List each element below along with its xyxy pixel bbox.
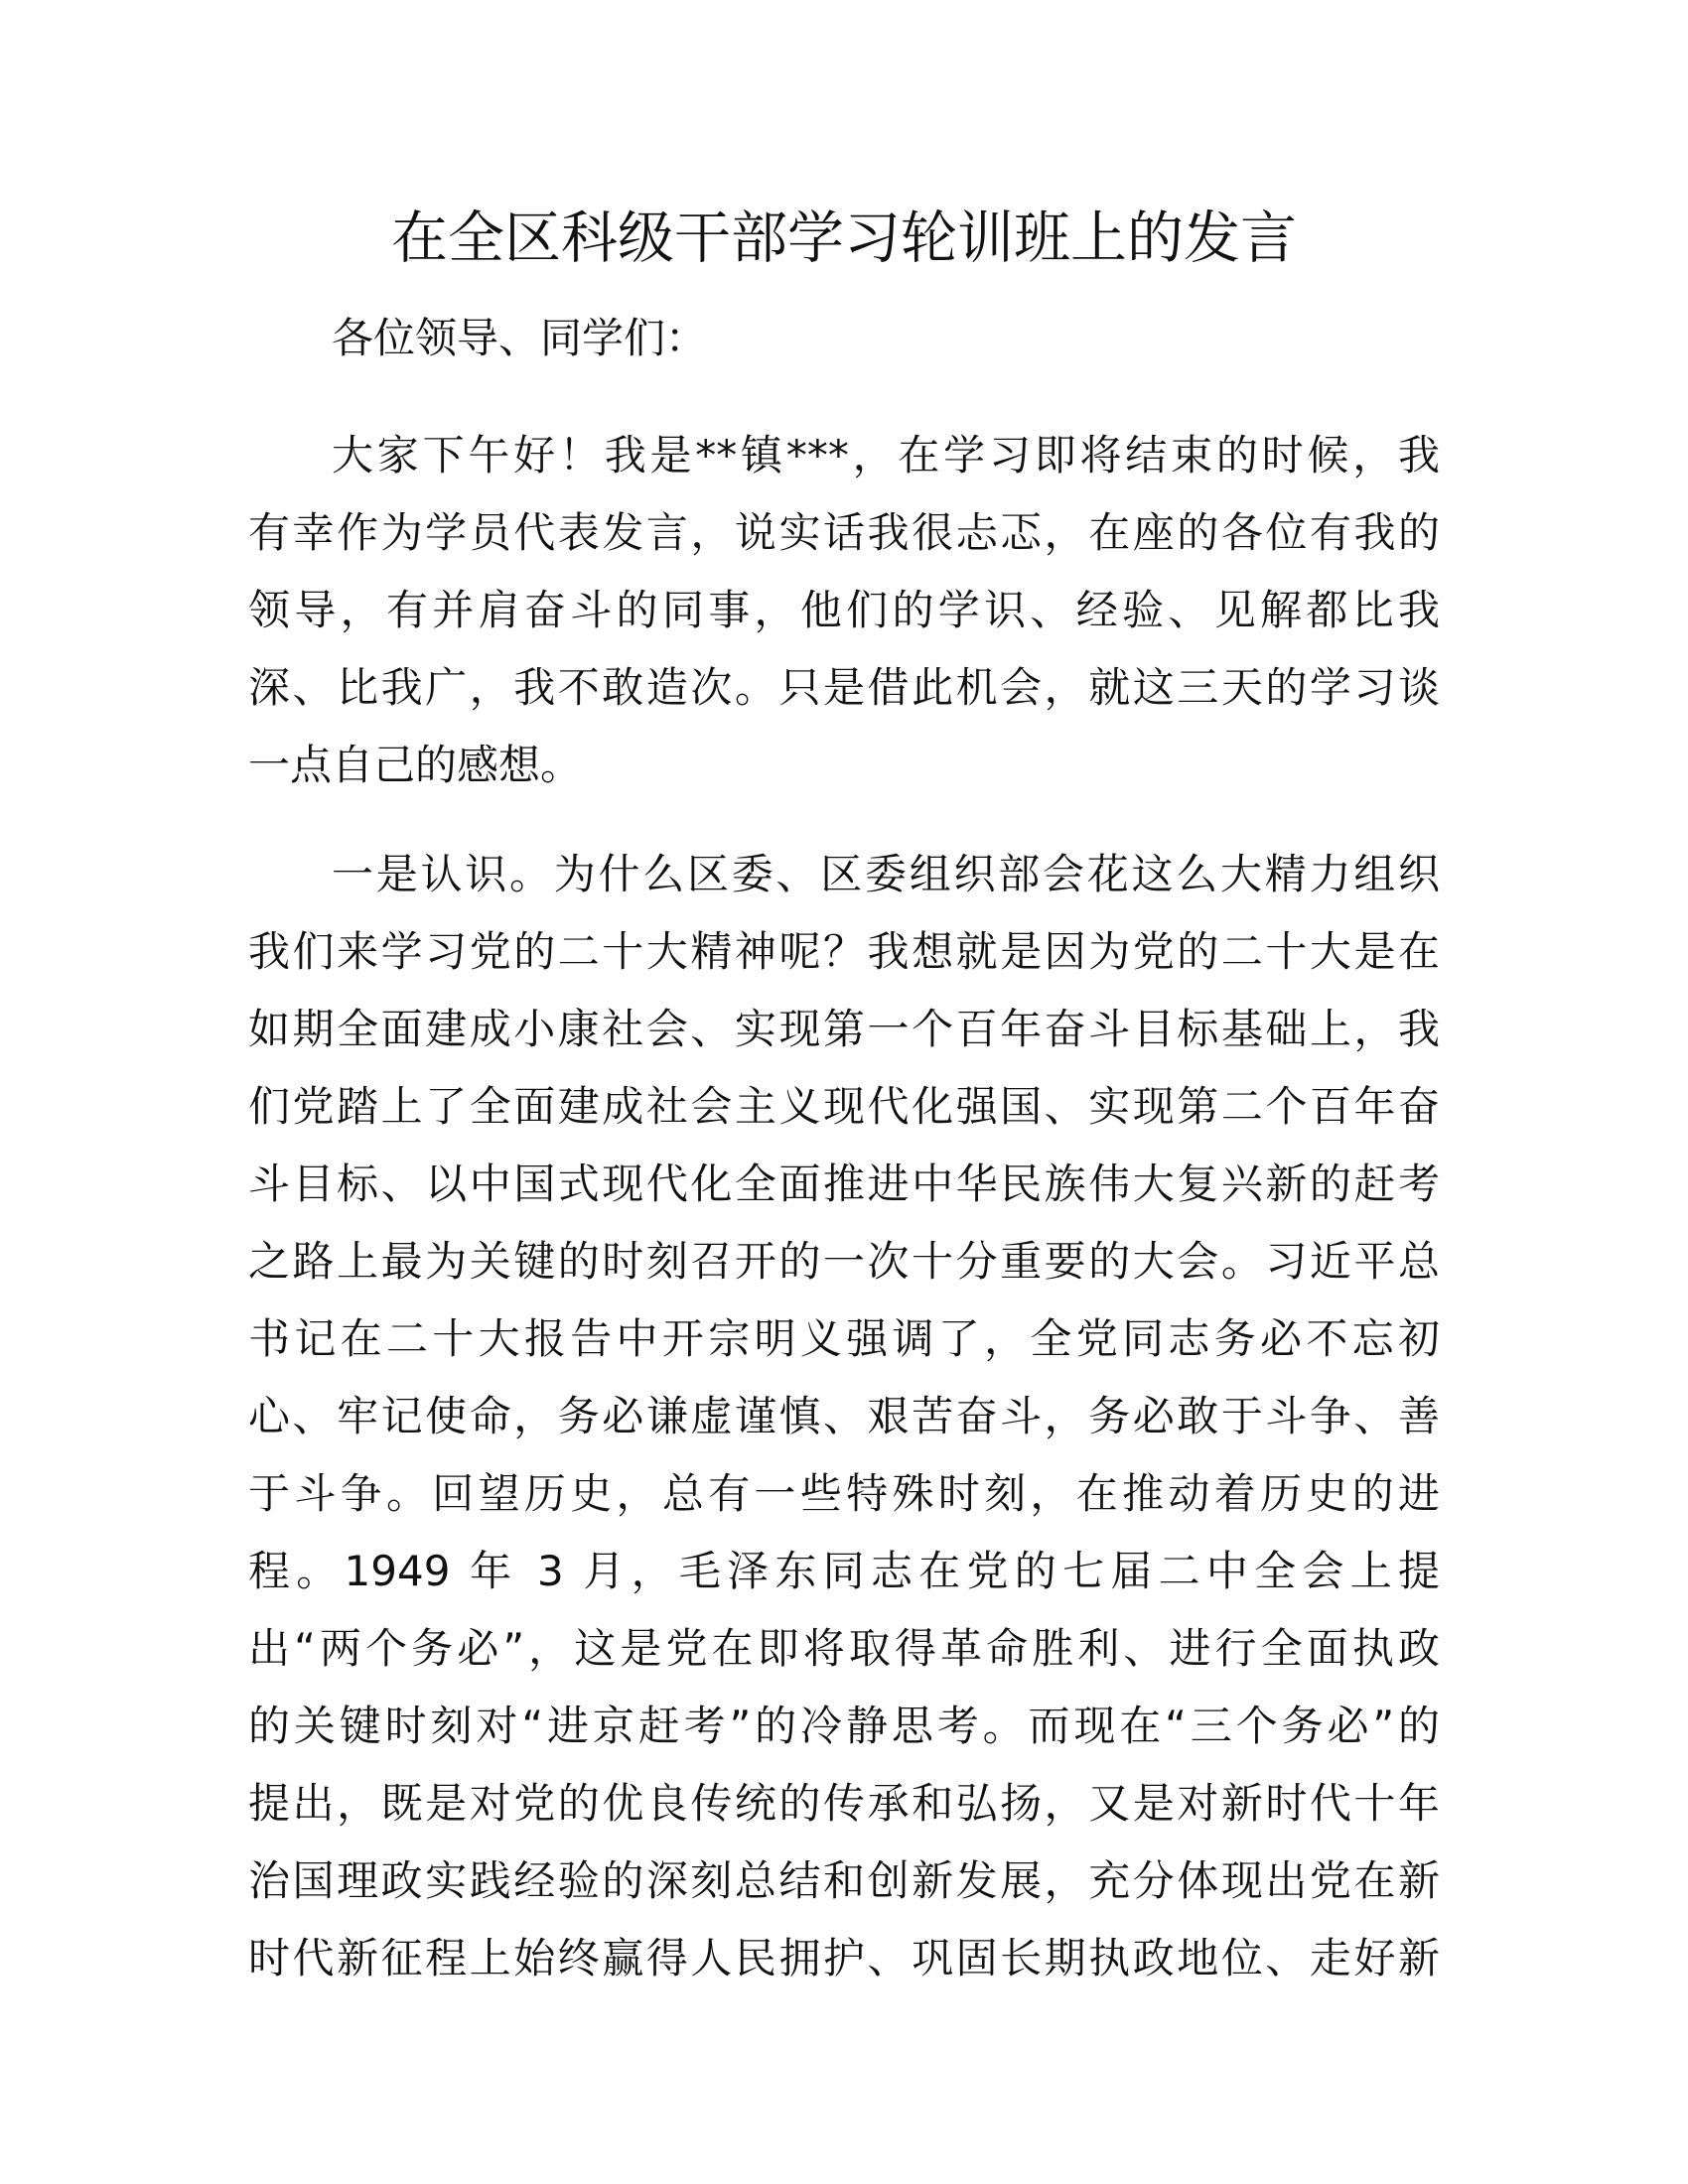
- paragraph-1-line: 大家下午好！我是**镇***，在学习即将结束的时候，我: [332, 431, 1440, 479]
- paragraph-1-line: 领导，有并肩奋斗的同事，他们的学识、经验、见解都比我: [248, 586, 1440, 634]
- paragraph-2-line: 程。1949 年 3 月，毛泽东同志在党的七届二中全会上提: [248, 1547, 1440, 1595]
- paragraph-2-line: 一是认识。为什么区委、区委组织部会花这么大精力组织: [332, 850, 1440, 898]
- paragraph-2-line: 出“两个务必”，这是党在即将取得革命胜利、进行全面执政: [248, 1624, 1440, 1673]
- salutation: 各位领导、同学们：: [332, 314, 708, 362]
- document-title: 在全区科级干部学习轮训班上的发言: [391, 205, 1297, 271]
- paragraph-1-line: 一点自己的感想。: [248, 741, 583, 789]
- paragraph-1-line: 深、比我广，我不敢造次。只是借此机会，就这三天的学习谈: [248, 663, 1440, 712]
- paragraph-2-line: 书记在二十大报告中开宗明义强调了，全党同志务必不忘初: [248, 1314, 1440, 1363]
- paragraph-2-line: 于斗争。回望历史，总有一些特殊时刻，在推动着历史的进: [248, 1469, 1440, 1518]
- paragraph-2-line: 如期全面建成小康社会、实现第一个百年奋斗目标基础上，我: [248, 1005, 1440, 1053]
- paragraph-2-line: 我们来学习党的二十大精神呢？我想就是因为党的二十大是在: [248, 927, 1440, 976]
- paragraph-2-line: 治国理政实践经验的深刻总结和创新发展，充分体现出党在新: [248, 1856, 1440, 1905]
- paragraph-2-line: 时代新征程上始终赢得人民拥护、巩固长期执政地位、走好新: [248, 1934, 1440, 1982]
- paragraph-2-line: 提出，既是对党的优良传统的传承和弘扬，又是对新时代十年: [248, 1779, 1440, 1828]
- paragraph-2-line: 的关键时刻对“进京赶考”的冷静思考。而现在“三个务必”的: [248, 1702, 1440, 1750]
- paragraph-2-line: 们党踏上了全面建成社会主义现代化强国、实现第二个百年奋: [248, 1082, 1440, 1131]
- paragraph-1-line: 有幸作为学员代表发言，说实话我很忐忑，在座的各位有我的: [248, 508, 1440, 557]
- paragraph-2-line: 斗目标、以中国式现代化全面推进中华民族伟大复兴新的赶考: [248, 1160, 1440, 1208]
- paragraph-2-line: 心、牢记使命，务必谦虚谨慎、艰苦奋斗，务必敢于斗争、善: [248, 1392, 1440, 1440]
- paragraph-2-line: 之路上最为关键的时刻召开的一次十分重要的大会。习近平总: [248, 1237, 1440, 1286]
